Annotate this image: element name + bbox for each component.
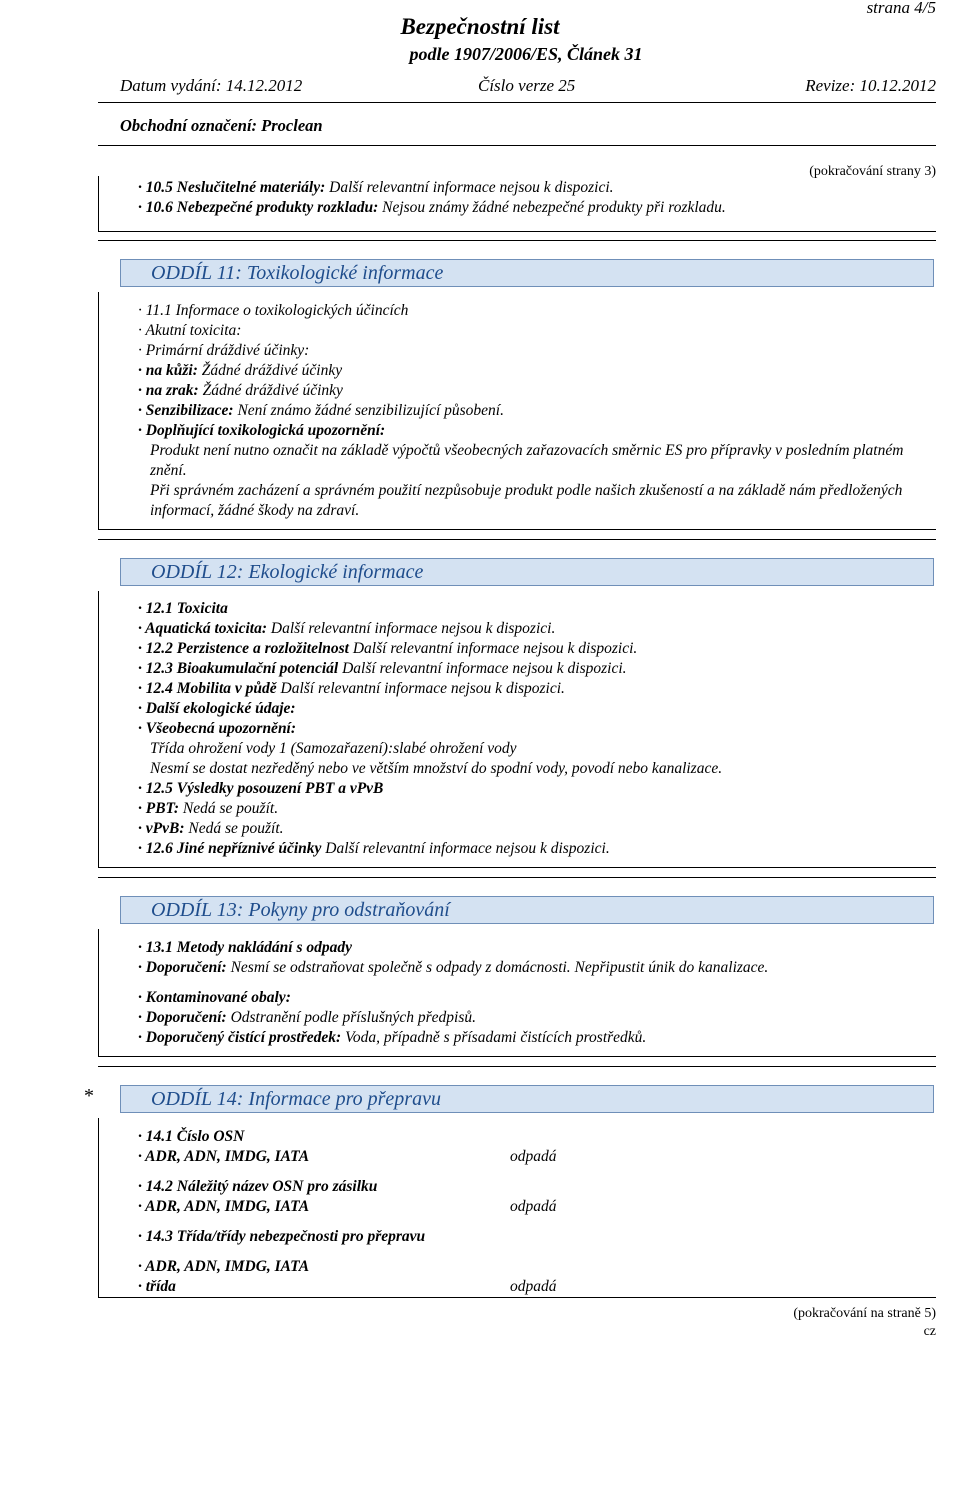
- line-general-notes: · Všeobecná upozornění:: [138, 720, 297, 737]
- line-acute-toxicity: · Akutní toxicita:: [138, 322, 242, 339]
- line-10-5: · 10.5 Neslučitelné materiály: Další relevantní informace nejsou k dispozici.: [138, 179, 614, 196]
- revision-date: Revize: 10.12.2012: [805, 76, 936, 95]
- continued-to: (pokračování na straně 5): [793, 1306, 936, 1321]
- line-drainage: Nesmí se dostat nezředěný nebo ve větším množství do spodní vody, povodí nebo kanalizace.: [150, 760, 723, 777]
- paragraph-safe-handling: Při správném zacházení a správném použití nezpůsobuje produkt podle našich zkušeností a na základě nám předložených informací, žádné škody na zdraví.: [150, 482, 903, 519]
- line-12-4: · 12.4 Mobilita v půdě Další relevantní informace nejsou k dispozici.: [138, 680, 565, 697]
- line-12-5: · 12.5 Výsledky posouzení PBT a vPvB: [138, 780, 384, 797]
- trade-name: Obchodní označení: Proclean: [120, 116, 323, 135]
- regulation-subtitle: podle 1907/2006/ES, Článek 31: [409, 44, 643, 64]
- language-code: cz: [923, 1324, 936, 1339]
- line-14-3: · 14.3 Třída/třídy nebezpečnosti pro přepravu: [138, 1228, 426, 1245]
- line-12-1: · 12.1 Toxicita: [138, 600, 228, 617]
- line-aquatic: · Aquatická toxicita: Další relevantní informace nejsou k dispozici.: [138, 620, 556, 637]
- revision-marker: *: [84, 1085, 94, 1107]
- line-13-1: · 13.1 Metody nakládání s odpady: [138, 939, 352, 956]
- line-primary-irritant: · Primární dráždivé účinky:: [138, 342, 310, 359]
- line-additional-tox: · Doplňující toxikologická upozornění:: [138, 422, 386, 439]
- line-vpvb: · vPvB: Nedá se použít.: [138, 820, 284, 837]
- line-12-6: · 12.6 Jiné nepříznivé účinky Další relevantní informace nejsou k dispozici.: [138, 840, 610, 857]
- paragraph-labeling: Produkt není nutno označit na základě výpočtů všeobecných zařazovacích směrnic ES pro přípravky v posledním platném znění.: [150, 442, 904, 479]
- line-transport-modes-1: · ADR, ADN, IMDG, IATA: [138, 1148, 310, 1165]
- line-14-1: · 14.1 Číslo OSN: [138, 1128, 245, 1145]
- line-eco-data: · Další ekologické údaje:: [138, 700, 296, 717]
- line-14-2: · 14.2 Náležitý název OSN pro zásilku: [138, 1178, 378, 1195]
- section-14-rule: [98, 1066, 936, 1067]
- line-sensitization: · Senzibilizace: Není známo žádné senzibilizující působení.: [138, 402, 504, 419]
- section-14-header: ODDÍL 14: Informace pro přepravu: [120, 1085, 934, 1113]
- section-12-rule: [98, 539, 936, 540]
- value-class: odpadá: [510, 1278, 557, 1295]
- value-un-number: odpadá: [510, 1148, 557, 1165]
- section-11-rule: [98, 240, 936, 241]
- issue-date: Datum vydání: 14.12.2012: [120, 76, 303, 95]
- line-12-3: · 12.3 Bioakumulační potenciál Další relevantní informace nejsou k dispozici.: [138, 660, 627, 677]
- line-transport-modes-3: · ADR, ADN, IMDG, IATA: [138, 1258, 310, 1275]
- document-title: Bezpečnostní list: [400, 14, 560, 39]
- section-13-header: ODDÍL 13: Pokyny pro odstraňování: [120, 896, 934, 924]
- line-water-hazard: Třída ohrožení vody 1 (Samozařazení):slabé ohrožení vody: [150, 740, 517, 757]
- line-11-1: · 11.1 Informace o toxikologických účincích: [138, 302, 409, 319]
- page-number: strana 4/5: [866, 0, 936, 17]
- header-rule: [98, 102, 936, 103]
- value-shipping-name: odpadá: [510, 1198, 557, 1215]
- line-recommendation-1: · Doporučení: Nesmí se odstraňovat společně s odpady z domácnosti. Nepřipustit únik do kanalizace.: [138, 959, 769, 976]
- line-10-6: · 10.6 Nebezpečné produkty rozkladu: Nejsou známy žádné nebezpečné produkty při rozkladu.: [138, 199, 726, 216]
- section-12-header: ODDÍL 12: Ekologické informace: [120, 558, 934, 586]
- section-13-rule: [98, 877, 936, 878]
- version-number: Číslo verze 25: [478, 76, 576, 95]
- line-class: · třída: [138, 1278, 176, 1295]
- line-eyes: · na zrak: Žádné dráždivé účinky: [138, 382, 343, 399]
- section-11-header: ODDÍL 11: Toxikologické informace: [120, 259, 934, 287]
- line-contaminated-packaging: · Kontaminované obaly:: [138, 989, 291, 1006]
- line-skin: · na kůži: Žádné dráždivé účinky: [138, 362, 343, 379]
- line-cleaning-agent: · Doporučený čistící prostředek: Voda, případně s přísadami čistících prostředků.: [138, 1029, 647, 1046]
- line-recommendation-2: · Doporučení: Odstranění podle příslušných předpisů.: [138, 1009, 476, 1026]
- line-12-2: · 12.2 Perzistence a rozložitelnost Další relevantní informace nejsou k dispozici.: [138, 640, 638, 657]
- continued-from: (pokračování strany 3): [809, 164, 936, 179]
- trade-name-rule: [98, 145, 936, 146]
- line-transport-modes-2: · ADR, ADN, IMDG, IATA: [138, 1198, 310, 1215]
- line-pbt: · PBT: Nedá se použít.: [138, 800, 279, 817]
